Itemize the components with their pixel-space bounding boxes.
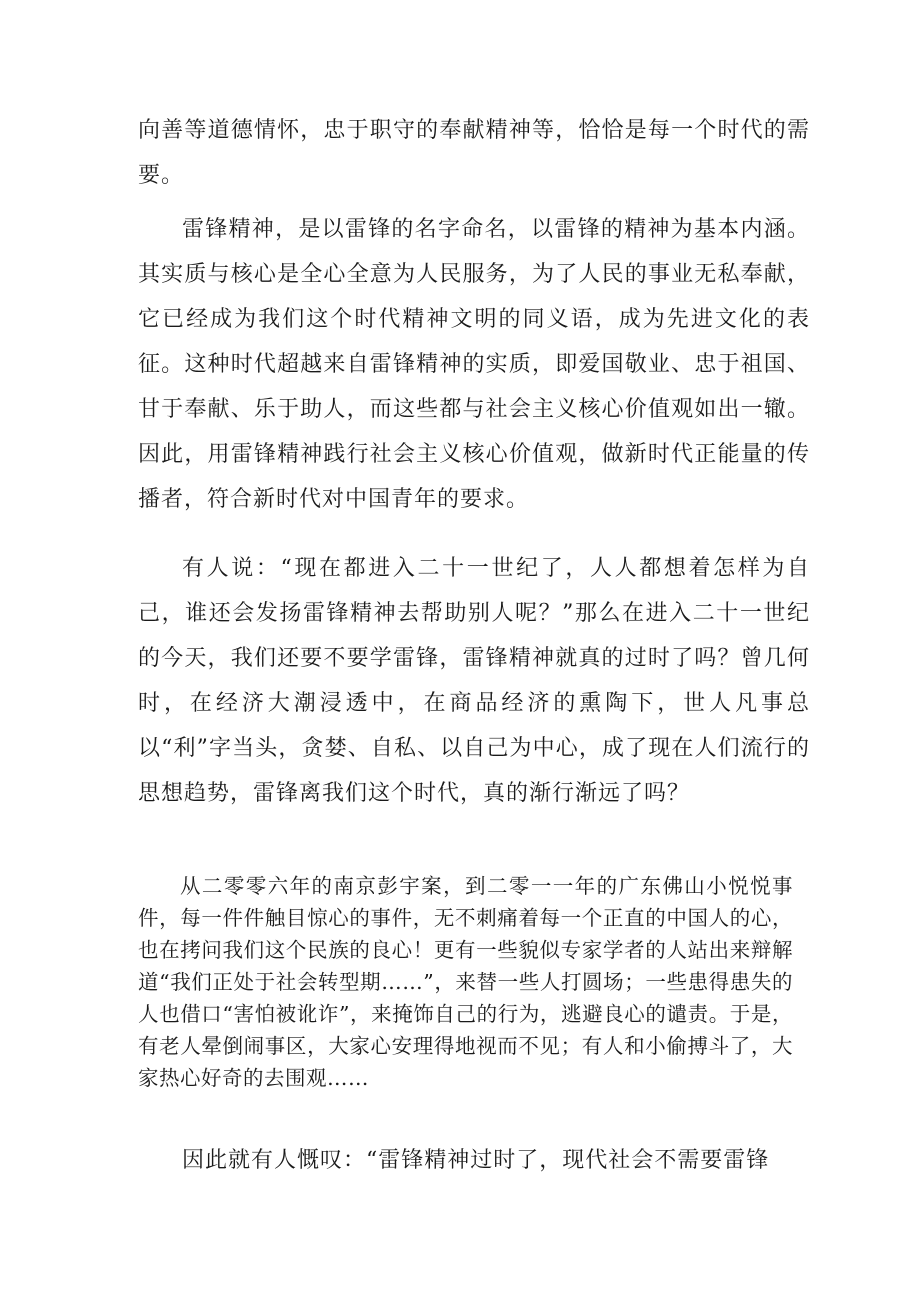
paragraph-continuation: 向善等道德情怀，忠于职守的奉献精神等，恰恰是每一个时代的需要。 bbox=[138, 118, 810, 188]
paragraph-incidents: 从二零零六年的南京彭宇案，到二零一一年的广东佛山小悦悦事件，每一件件触目惊心的事件，无不刺痛着每一个正直的中国人的心，也在拷问我们这个民族的良心！更有一些貌似专家学者的人站出来辩解道“我们正处于社会转型期……”，来替一些人打圆场；一些患得患失的人也借口“害怕被讹诈”，来掩饰自己的行为，逃避良心的谴责。于是，有老人晕倒闹事区，大家心安理得地视而不见；有人和小偷搏斗了，大家热心好奇的去围观…… bbox=[138, 874, 793, 1090]
paragraph-leifeng-spirit: 雷锋精神，是以雷锋的名字命名，以雷锋的精神为基本内涵。其实质与核心是全心全意为人民服务，为了人民的事业无私奉献，它已经成为我们这个时代精神文明的同义语，成为先进文化的表征。这种时代超越来自雷锋精神的实质，即爱国敬业、忠于祖国、甘于奉献、乐于助人，而这些都与社会主义核心价值观如出一辙。因此，用雷锋精神践行社会主义核心价值观，做新时代正能量的传播者，符合新时代对中国青年的要求。 bbox=[138, 217, 810, 512]
paragraph-sigh: 因此就有人慨叹：“雷锋精神过时了，现代社会不需要雷锋 bbox=[182, 1148, 770, 1173]
paragraph-someone-says: 有人说：“现在都进入二十一世纪了，人人都想着怎样为自己，谁还会发扬雷锋精神去帮助别人呢？”那么在进入二十一世纪的今天，我们还要不要学雷锋，雷锋精神就真的过时了吗？曾几何时，在经济大潮浸透中，在商品经济的熏陶下，世人凡事总以“利”字当头，贪婪、自私、以自己为中心，成了现在人们流行的思想趋势，雷锋离我们这个时代，真的渐行渐远了吗？ bbox=[138, 556, 810, 806]
